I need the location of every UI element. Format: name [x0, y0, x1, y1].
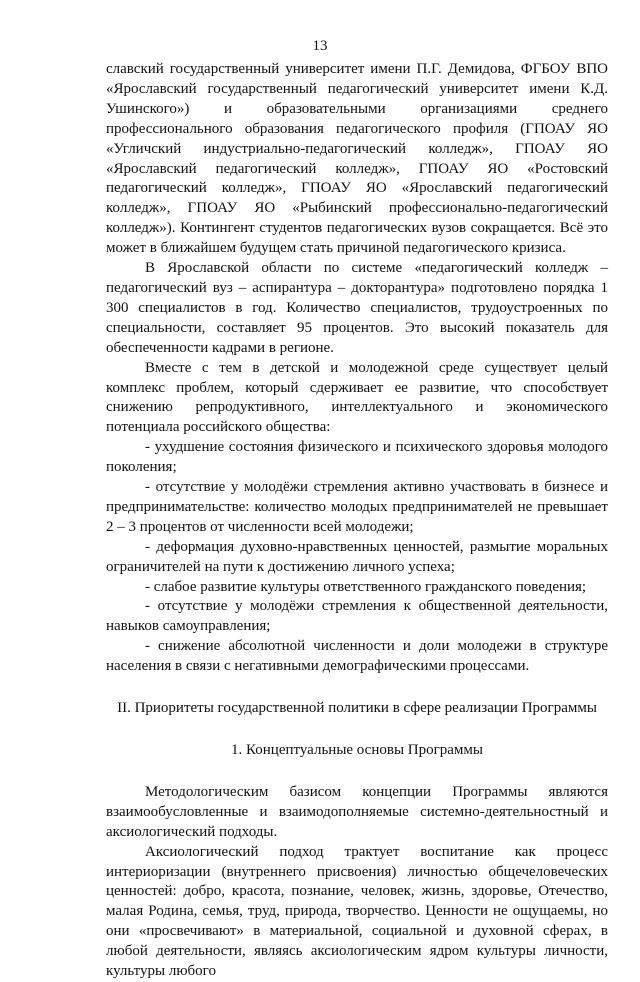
list-item: - отсутствие у молодёжи стремления активно участвовать в бизнесе и предпринимательстве: количество молодых предпринимателей не превышает 2 – 3 процентов от численности всей молодежи; [106, 479, 608, 535]
list-item: - деформация духовно-нравственных ценностей, размытие моральных ограничителей на пути к достижению личного успеха; [106, 538, 608, 575]
paragraph: Вместе с тем в детской и молодежной среде существует целый комплекс проблем, который сдерживает ее развитие, что способствует снижению репродуктивного, интеллектуального и экономического потенциала российского общества: [106, 359, 608, 436]
list-item: - ухудшение состояния физического и психического здоровья молодого поколения; [106, 439, 608, 476]
paragraph: славский государственный университет имени П.Г. Демидова, ФГБОУ ВПО «Ярославский государственный педагогический университет имени К.Д. Ушинского») и образовательными организациями среднего профессионального образования педагогического профиля (ГПОАУ ЯО «Угличский индустриально-педагогический колледж», ГПОАУ ЯО «Ярославский педагогический колледж», ГПОАУ ЯО «Ростовский педагогический колледж», ГПОАУ ЯО «Ярославский педагогический колледж», ГПОАУ ЯО «Рыбинский профессионально-педагогический колледж»). Контингент студентов педагогических вузов сокращается. Всё это может в ближайшем будущем стать причиной педагогического кризиса. [106, 61, 608, 257]
page-number: 13 [312, 38, 328, 54]
list-item: - слабое развитие культуры ответственного гражданского поведения; [145, 578, 587, 595]
paragraph: Методологическим базисом концепции Программы являются взаимообусловленные и взаимодополняемые системно-деятельностный и аксиологический подходы. [106, 783, 608, 840]
body-text [106, 60, 608, 982]
section-heading: II. Приоритеты государственной политики в сфере реализации Программы [117, 700, 597, 717]
subsection-heading: 1. Концептуальные основы Программы [231, 742, 483, 758]
paragraph: Аксиологический подход трактует воспитание как процесс интериоризации (внутреннего присвоения) личностью общечеловеческих ценностей: добро, красота, познание, человек, жизнь, здоровье, Отечество, малая Родина, семья, труд, природа, творчество. Ценности не ощущаемы, но они «просвечивают» в материальной, социальной и духовной сферах, в любой деятельности, являясь аксиологическим ядром культуры личности, культуры любого [106, 843, 608, 980]
paragraph: В Ярославской области по системе «педагогический колледж – педагогический вуз – аспирантура – докторантура» подготовлено порядка 1 300 специалистов в год. Количество специалистов, трудоустроенных по специальности, составляет 95 процентов. Это высокий показатель для обеспеченности кадрами в регионе. [106, 260, 608, 356]
list-item: - снижение абсолютной численности и доли молодежи в структуре населения в связи с негативными демографическими процессами. [106, 638, 608, 675]
list-item: - отсутствие у молодёжи стремления к общественной деятельности, навыков самоуправления; [106, 598, 608, 635]
